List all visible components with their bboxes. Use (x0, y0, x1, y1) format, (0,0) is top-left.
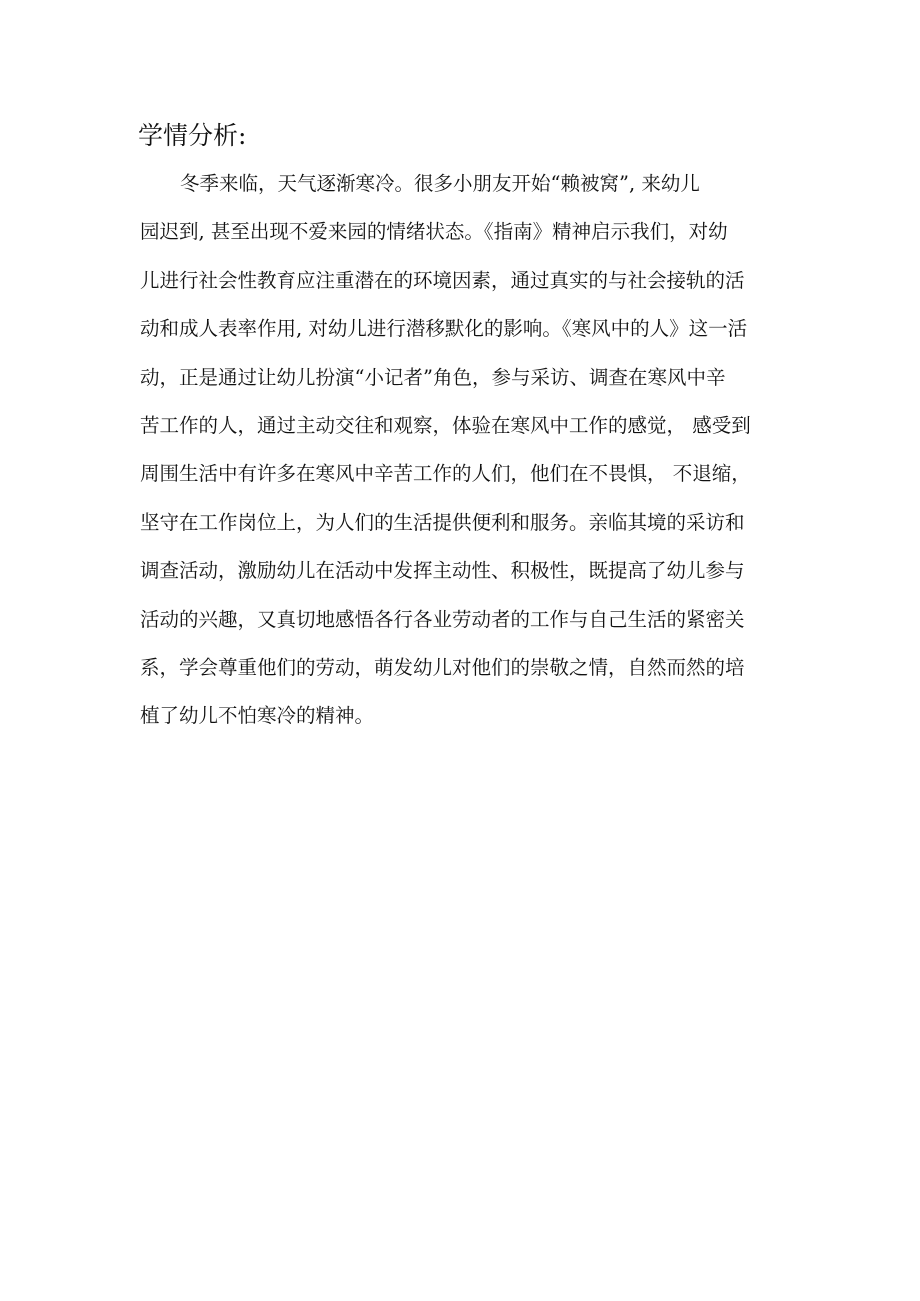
paragraph-line: 活动的兴趣，又真切地感悟各行各业劳动者的工作与自己生活的紧密关 (140, 607, 745, 631)
paragraph-line: 系，学会尊重他们的劳动，萌发幼儿对他们的崇敬之情，自然而然的培 (140, 655, 745, 679)
paragraph-line: 动，正是通过让幼儿扮演“小记者”角色，参与采访、调查在寒风中辛 (140, 365, 726, 389)
paragraph-line: 冬季来临，天气逐渐寒冷。很多小朋友开始“赖被窝”, 来幼儿 (180, 172, 700, 195)
paragraph-line: 园迟到, 甚至出现不爱来园的情绪状态。《指南》精神启示我们，对幼 (140, 220, 728, 244)
paragraph-line: 调查活动，激励幼儿在活动中发挥主动性、积极性，既提高了幼儿参与 (140, 559, 745, 583)
paragraph-line: 植了幼儿不怕寒冷的精神。 (140, 704, 375, 728)
paragraph-line: 儿进行社会性教育应注重潜在的环境因素，通过真实的与社会接轨的活 (140, 268, 745, 292)
section-heading: 学情分析: (138, 121, 247, 150)
paragraph-line: 动和成人表率作用, 对幼儿进行潜移默化的影响。《寒风中的人》这一活 (140, 317, 748, 341)
paragraph-line: 周围生活中有许多在寒风中辛苦工作的人们，他们在不畏惧， 不退缩， (140, 462, 751, 486)
paragraph-line: 坚守在工作岗位上，为人们的生活提供便利和服务。亲临其境的采访和 (140, 510, 745, 534)
analysis-paragraph (140, 160, 820, 741)
paragraph-line: 苦工作的人，通过主动交往和观察，体验在寒风中工作的感觉， 感受到 (140, 413, 751, 437)
